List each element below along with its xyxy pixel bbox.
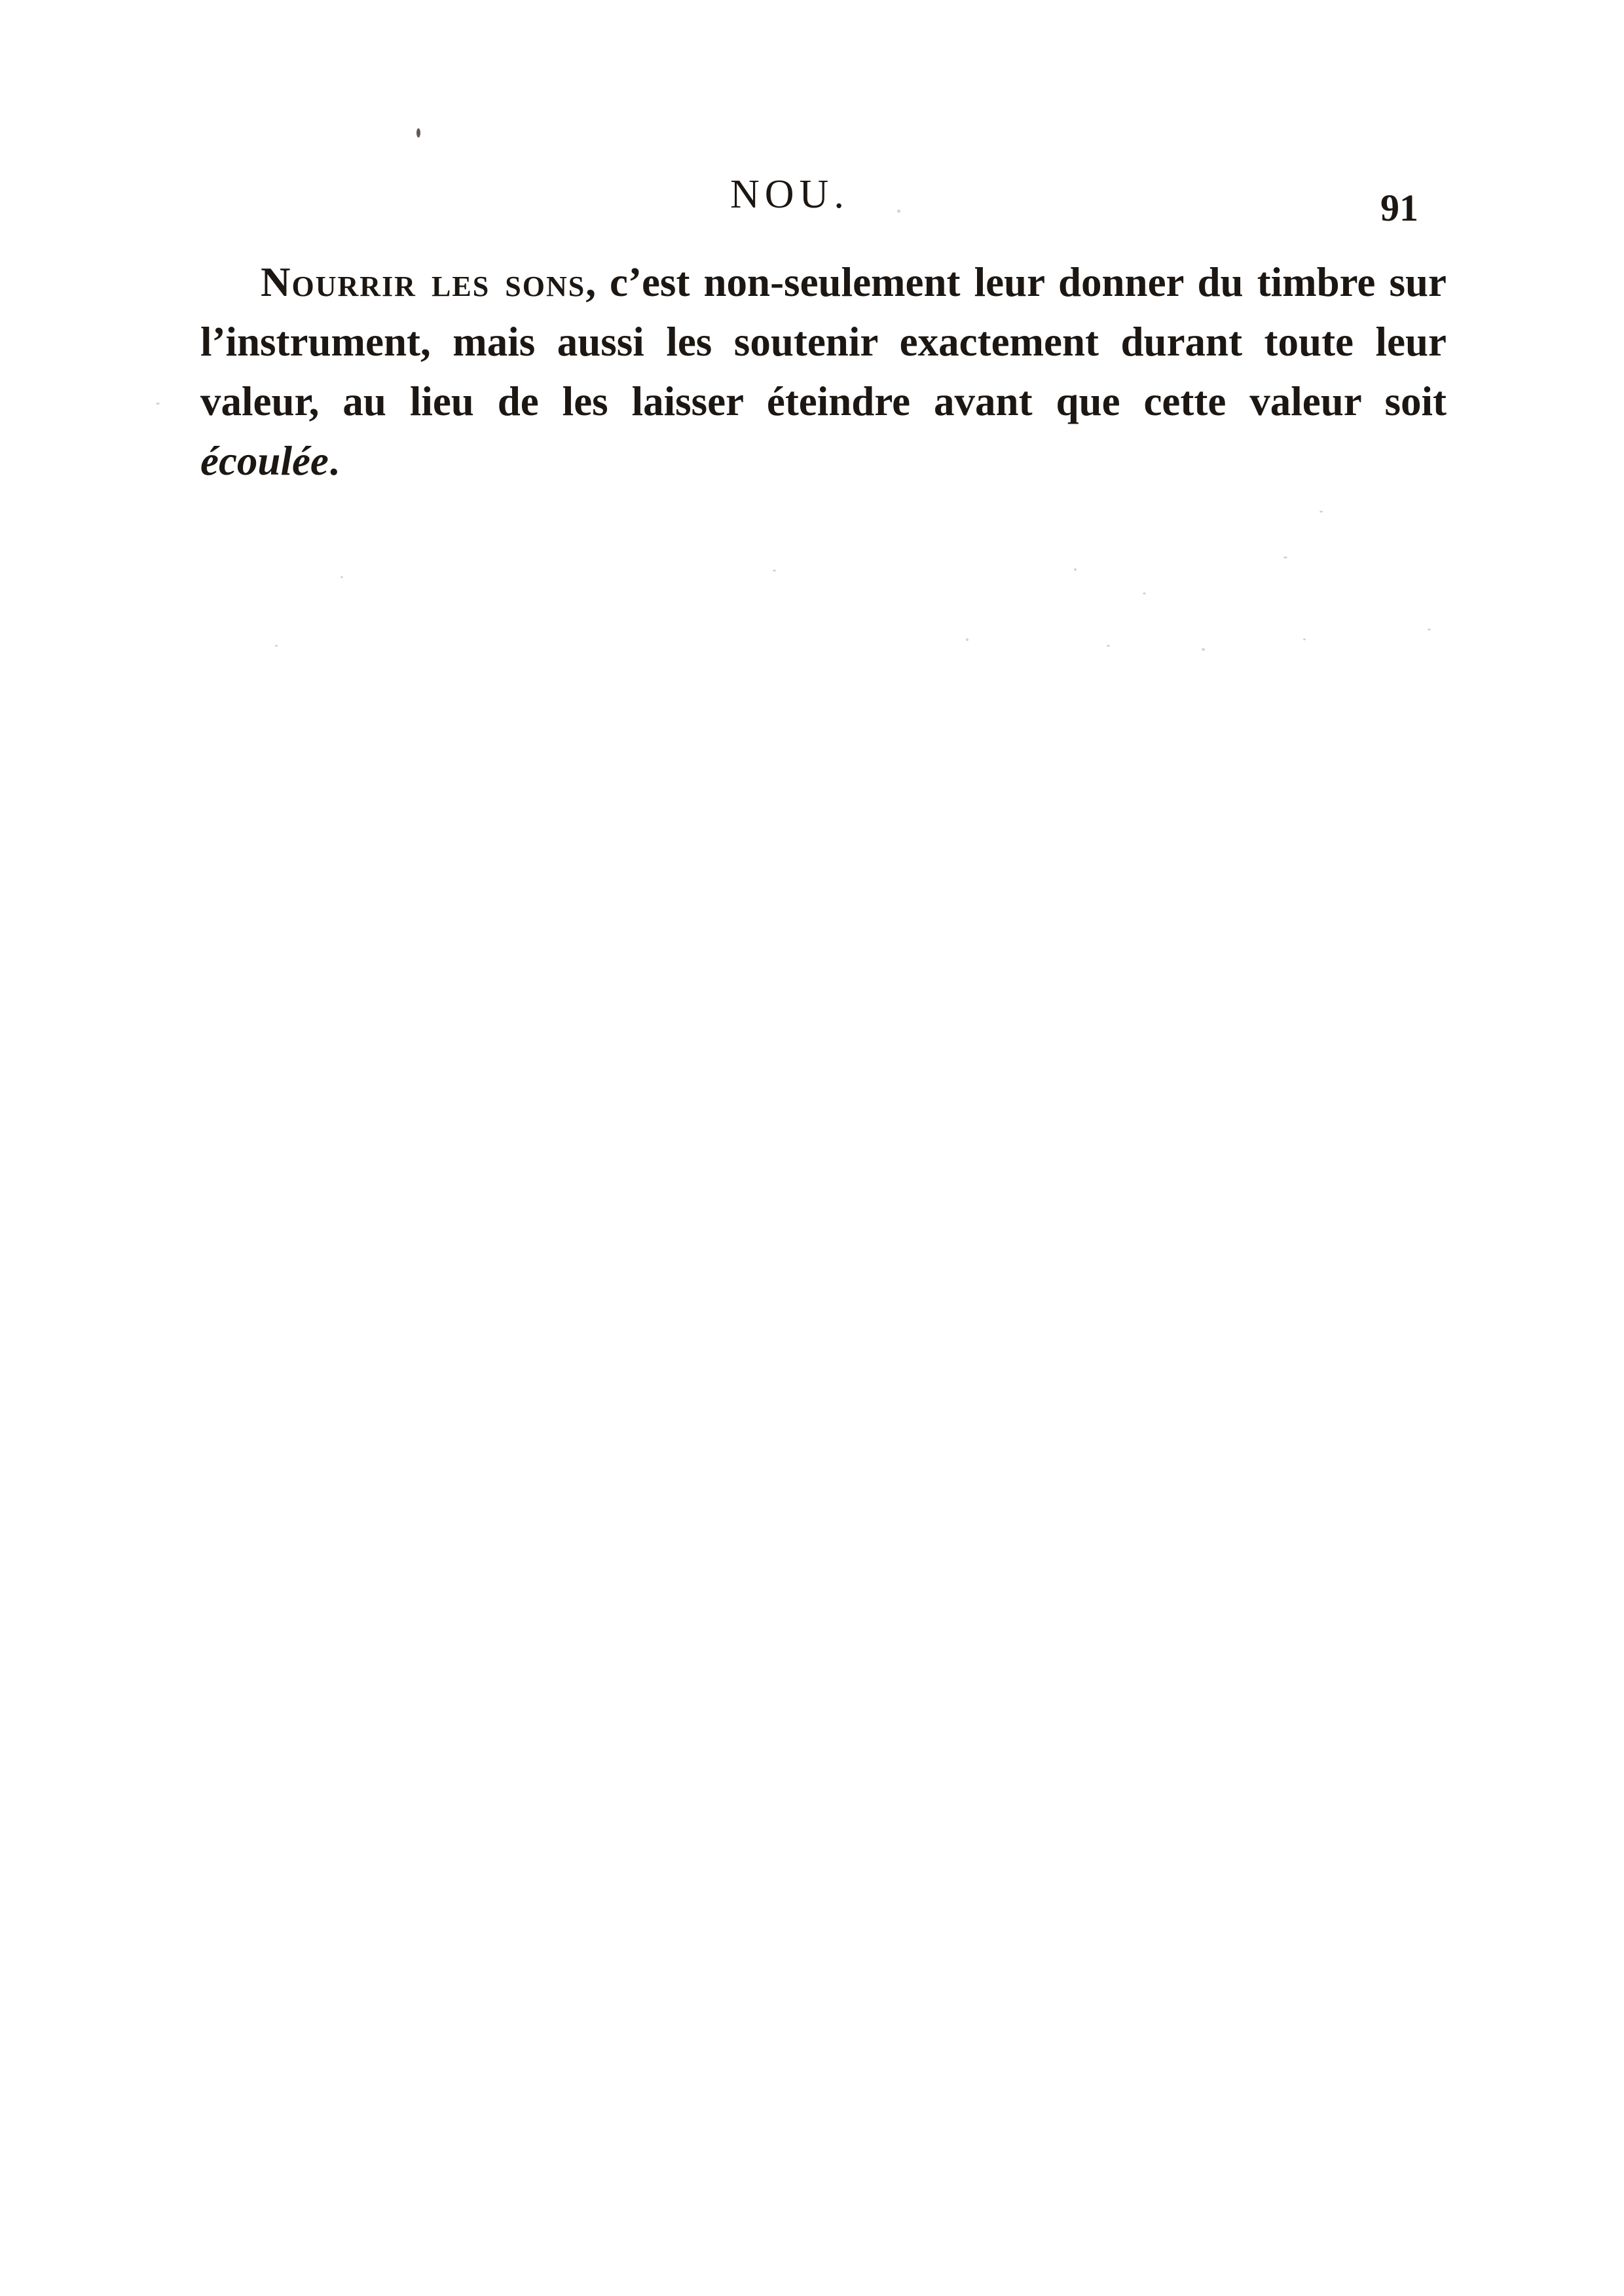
paper-speck [341, 576, 343, 578]
page-number: 91 [1380, 187, 1418, 229]
dictionary-entry [200, 253, 1447, 491]
paper-speck [156, 403, 160, 405]
paper-speck [897, 210, 900, 213]
paper-speck [275, 645, 278, 647]
paper-speck [1107, 645, 1110, 647]
entry-body-text: , c’est non-seulement leur donner du timbre sur l’instrument, mais aussi les soutenir exactement durant toute leur valeur, au lieu de les laisser éteindre avant que cette valeur soit [200, 259, 1447, 424]
paper-speck [1074, 568, 1077, 571]
paper-speck [1143, 592, 1146, 594]
entry-italic-word: écoulée [200, 438, 329, 484]
running-head: NOU. [730, 172, 849, 217]
entry-final-punctuation: . [328, 438, 339, 484]
paper-speck [1320, 511, 1323, 513]
paper-speck [1303, 638, 1306, 640]
paper-speck [966, 638, 969, 641]
paper-speck [416, 128, 420, 137]
entry-headword: Nourrir les sons [261, 259, 586, 305]
paper-speck [1283, 556, 1287, 558]
paper-speck [773, 570, 776, 572]
paper-speck [1428, 629, 1431, 630]
paper-speck [1202, 648, 1205, 651]
